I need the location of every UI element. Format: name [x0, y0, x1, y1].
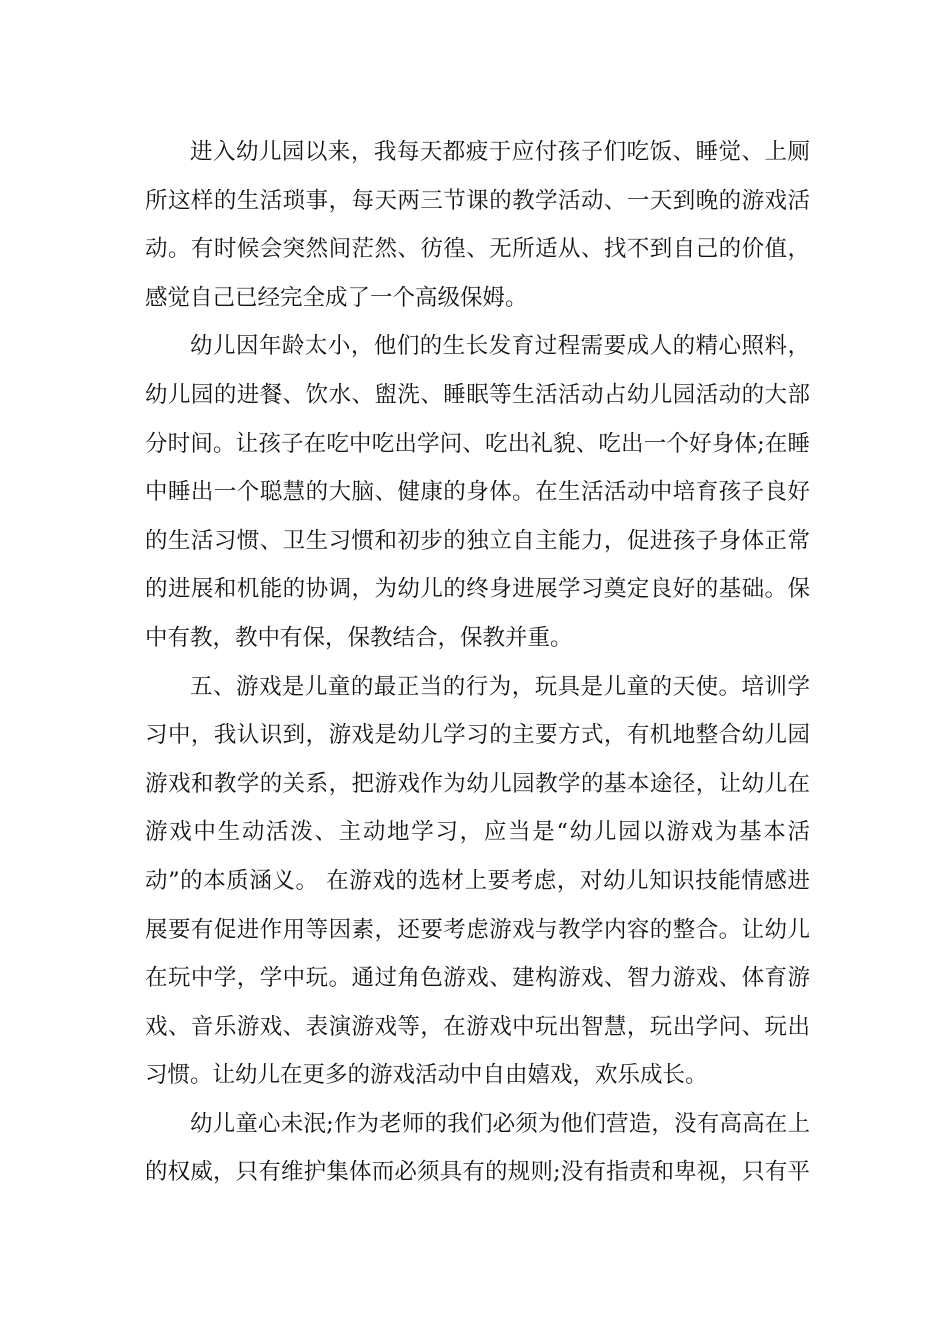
paragraph-2-line: 幼儿园的进餐、饮水、盥洗、睡眠等生活活动占幼儿园活动的大部	[145, 381, 810, 408]
paragraph-3	[145, 663, 810, 1100]
paragraph-2-line: 的生活习惯、卫生习惯和初步的独立自主能力，促进孩子身体正常	[145, 527, 810, 554]
paragraph-1	[145, 128, 810, 322]
paragraph-1-line: 进入幼儿园以来，我每天都疲于应付孩子们吃饭、睡觉、上厕	[190, 139, 810, 165]
paragraph-3-line: 游戏中生动活泼、主动地学习，应当是“幼儿园以游戏为基本活	[145, 819, 810, 846]
document-body	[145, 128, 810, 1197]
paragraph-3-line: 动”的本质涵义。 在游戏的选材上要考虑，对幼儿知识技能情感进	[145, 867, 810, 894]
paragraph-4-line: 幼儿童心未泯;作为老师的我们必须为他们营造，没有高高在上	[190, 1110, 810, 1137]
paragraph-2	[145, 322, 810, 662]
paragraph-4	[145, 1100, 810, 1197]
paragraph-2-line: 分时间。让孩子在吃中吃出学问、吃出礼貌、吃出一个好身体;在睡	[145, 430, 810, 457]
paragraph-3-line: 展要有促进作用等因素，还要考虑游戏与教学内容的整合。让幼儿	[145, 916, 810, 943]
paragraph-1-line: 动。有时候会突然间茫然、彷徨、无所适从、找不到自己的价值，	[145, 236, 810, 263]
paragraph-2-line: 中睡出一个聪慧的大脑、健康的身体。在生活活动中培育孩子良好	[145, 479, 810, 506]
paragraph-3-line: 游戏和教学的关系，把游戏作为幼儿园教学的基本途径，让幼儿在	[145, 770, 810, 797]
paragraph-3-line: 五、游戏是儿童的最正当的行为，玩具是儿童的天使。培训学	[190, 673, 810, 700]
paragraph-3-line: 戏、音乐游戏、表演游戏等，在游戏中玩出智慧，玩出学问、玩出	[145, 1013, 810, 1040]
paragraph-2-line: 的进展和机能的协调，为幼儿的终身进展学习奠定良好的基础。保	[145, 576, 810, 603]
paragraph-4-line: 的权威，只有维护集体而必须具有的规则;没有指责和卑视，只有平	[145, 1159, 810, 1186]
paragraph-2-line: 中有教，教中有保，保教结合，保教并重。	[145, 624, 573, 651]
paragraph-1-line: 感觉自己已经完全成了一个高级保姆。	[145, 284, 528, 311]
paragraph-3-line: 在玩中学，学中玩。通过角色游戏、建构游戏、智力游戏、体育游	[145, 965, 810, 992]
paragraph-3-line: 习中，我认识到，游戏是幼儿学习的主要方式，有机地整合幼儿园	[145, 722, 810, 749]
paragraph-2-line: 幼儿因年龄太小，他们的生长发育过程需要成人的精心照料，	[190, 333, 810, 360]
paragraph-1-line: 所这样的生活琐事，每天两三节课的教学活动、一天到晚的游戏活	[145, 187, 810, 214]
paragraph-3-line: 习惯。让幼儿在更多的游戏活动中自由嬉戏，欢乐成长。	[145, 1062, 708, 1089]
